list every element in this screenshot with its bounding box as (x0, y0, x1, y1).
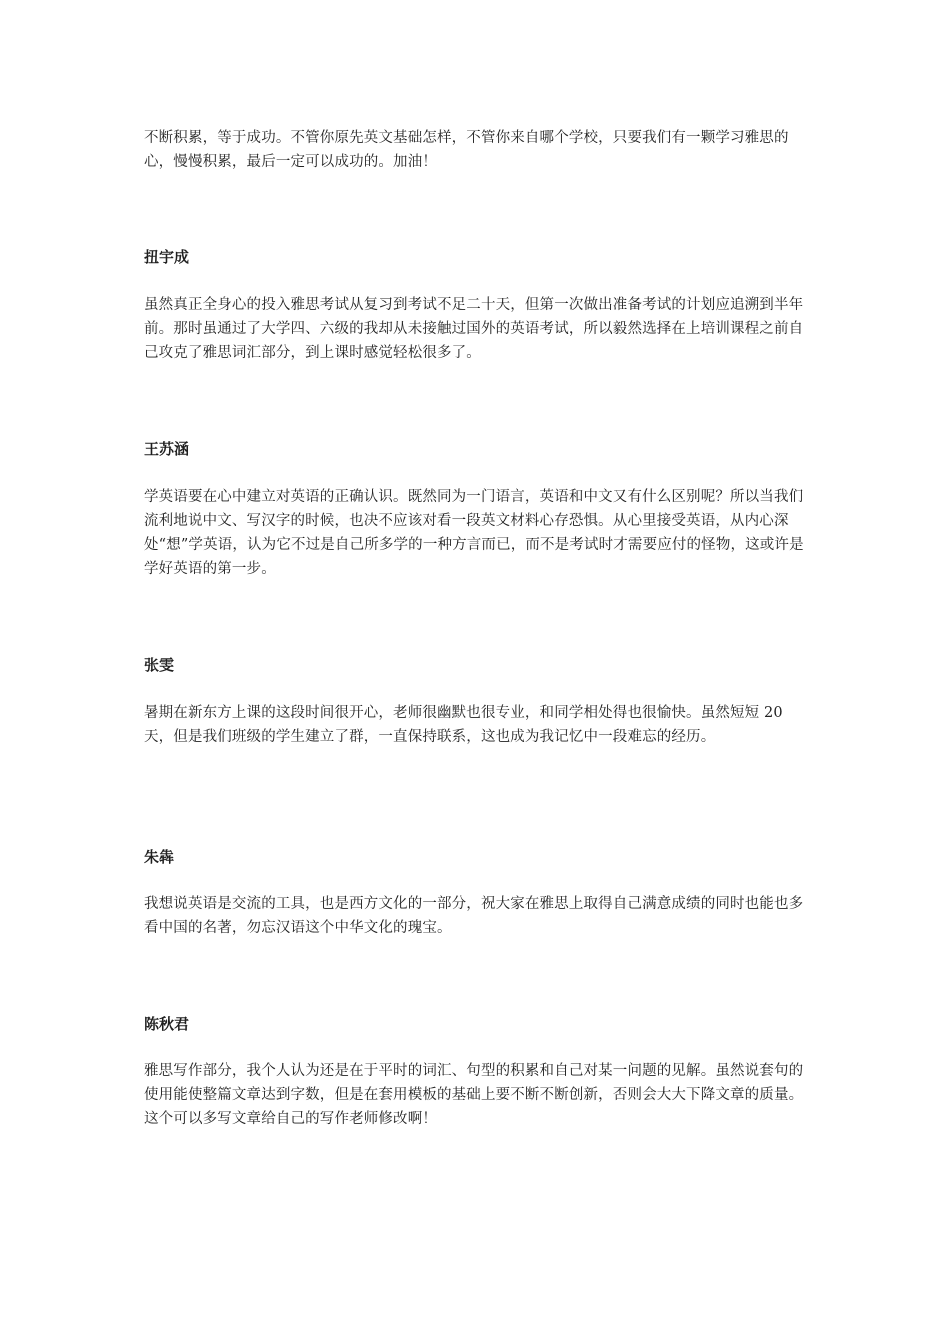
author-name: 王苏涵 (144, 440, 190, 458)
testimonial-paragraph: 暑期在新东方上课的这段时间很开心，老师很幽默也很专业，和同学相处得也很愉快。虽然短短 20 天，但是我们班级的学生建立了群，一直保持联系，这也成为我记忆中一段难忘的经历。 (144, 705, 783, 745)
testimonial-paragraph: 雅思写作部分，我个人认为还是在于平时的词汇、句型的积累和自己对某一问题的见解。虽然说套句的使用能使整篇文章达到字数，但是在套用模板的基础上要不断不断创新，否则会大大下降文章的质量。这个可以多写文章给自己的写作老师修改啊！ (144, 1063, 804, 1127)
author-name: 张雯 (144, 656, 175, 674)
testimonial-paragraph: 学英语要在心中建立对英语的正确认识。既然同为一门语言，英语和中文又有什么区别呢？所以当我们流利地说中文、写汉字的时候，也决不应该对看一段英文材料心存恐惧。从心里接受英语，从内心深处“想”学英语，认为它不过是自己所多学的一种方言而已，而不是考试时才需要应付的怪物，这或许是学好英语的第一步。 (144, 489, 804, 577)
author-name: 朱犇 (144, 848, 175, 866)
author-name: 陈秋君 (144, 1015, 190, 1033)
author-name: 扭宇成 (144, 248, 190, 266)
intro-paragraph: 不断积累，等于成功。不管你原先英文基础怎样，不管你来自哪个学校，只要我们有一颗学习雅思的心，慢慢积累，最后一定可以成功的。加油！ (144, 130, 789, 170)
testimonial-paragraph: 虽然真正全身心的投入雅思考试从复习到考试不足二十天，但第一次做出准备考试的计划应追溯到半年前。那时虽通过了大学四、六级的我却从未接触过国外的英语考试，所以毅然选择在上培训课程之前自己攻克了雅思词汇部分，到上课时感觉轻松很多了。 (144, 297, 804, 361)
testimonial-paragraph: 我想说英语是交流的工具，也是西方文化的一部分，祝大家在雅思上取得自己满意成绩的同时也能也多看中国的名著，勿忘汉语这个中华文化的瑰宝。 (144, 896, 804, 936)
